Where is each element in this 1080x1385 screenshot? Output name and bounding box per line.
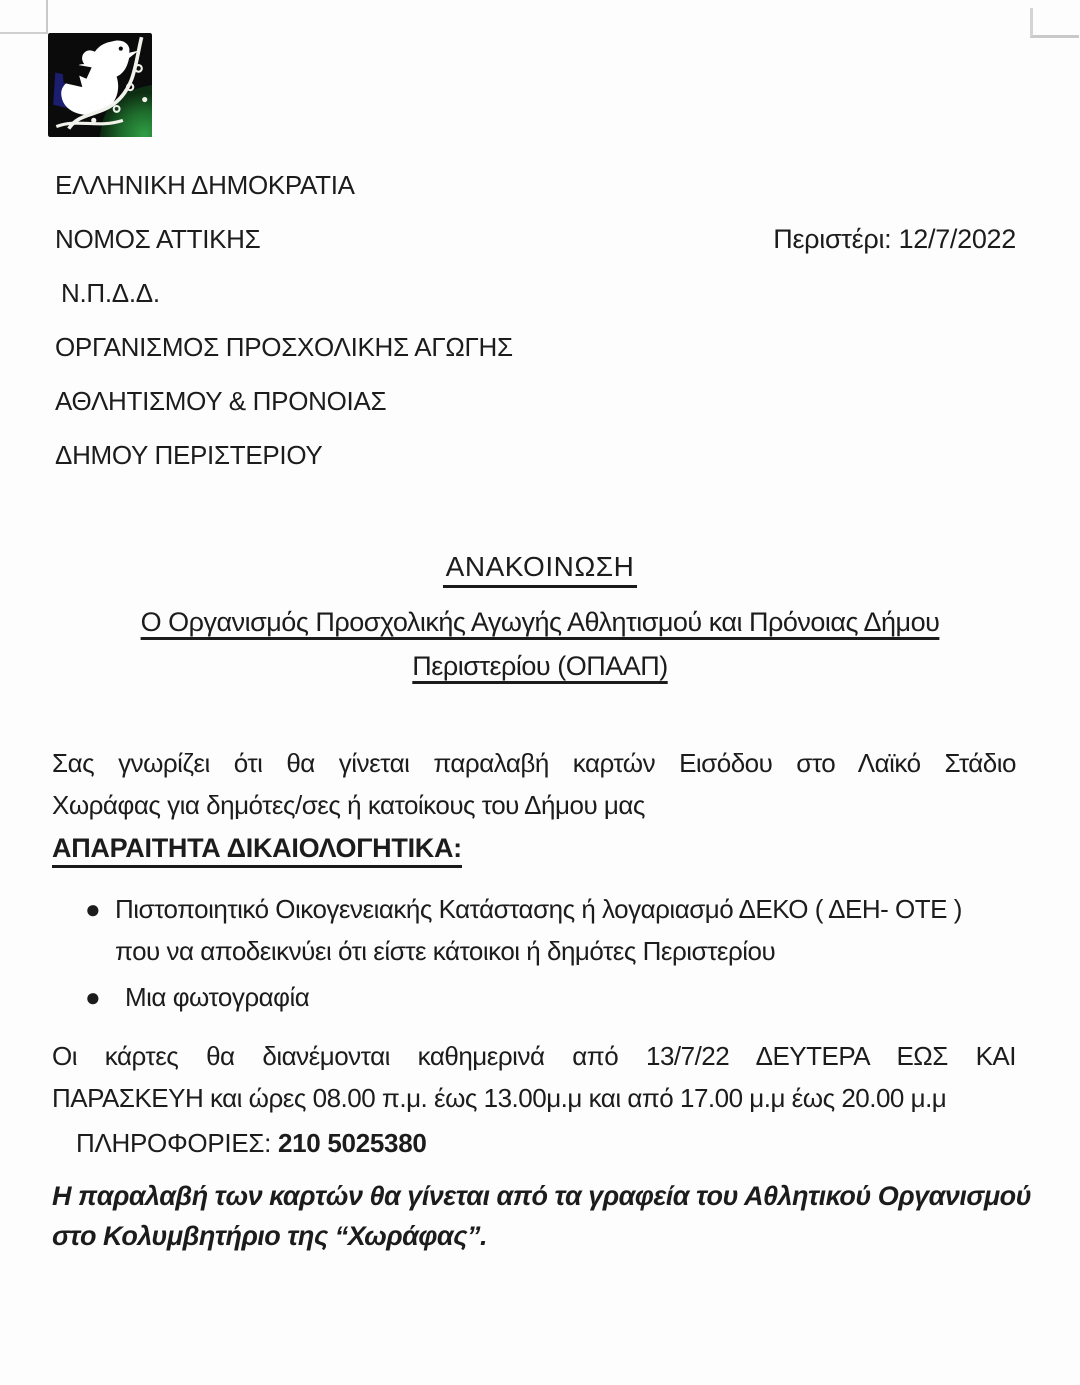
header-line-npdd: Ν.Π.Δ.Δ. (61, 278, 160, 308)
intro-line-2: Χωράφας για δημότες/σες ή κατοίκους του Δήμου μας (52, 790, 645, 820)
bullet-item-certificate (52, 888, 1016, 972)
footer-line-2: στο Κολυμβητήριο της “Χωράφας”. (52, 1221, 488, 1251)
phone-number: 210 5025380 (277, 1128, 427, 1158)
dove-olive-branch-icon (48, 33, 152, 137)
bullet-marker: ● (85, 982, 101, 1012)
header-line-prefecture: ΝΟΜΟΣ ΑΤΤΙΚΗΣ (55, 224, 261, 254)
intro-paragraph (52, 742, 1016, 826)
scan-corner-mark-top-right (1030, 8, 1079, 38)
header-line-organization: ΟΡΓΑΝΙΣΜΟΣ ΠΡΟΣΧΟΛΙΚΗΣ ΑΓΩΓΗΣ (55, 332, 513, 362)
agency-header-block (55, 158, 513, 482)
info-phone-line (76, 1122, 427, 1164)
announcement-title-text: ΑΝΑΚΟΙΝΩΣΗ (443, 551, 638, 588)
required-documents-heading: ΑΠΑΡΑΙΤΗΤΑ ΔΙΚΑΙΟΛΟΓΗΤΙΚΑ: (52, 833, 462, 864)
bullet1-line-1: Πιστοποιητικό Οικογενειακής Κατάστασης ή λογαριασμό ΔΕΚΟ ( ΔΕΗ- ΟΤΕ ) (115, 894, 962, 924)
intro-line-1: Σας γνωρίζει ότι θα γίνεται παραλαβή καρτών Εισόδου στο Λαϊκό Στάδιο (52, 748, 1016, 778)
place-date-line: Περιστέρι: 12/7/2022 (773, 224, 1016, 254)
distribution-schedule-paragraph (52, 1035, 1016, 1119)
announcement-subtitle (58, 600, 1022, 688)
info-label: ΠΛΗΡΟΦΟΡΙΕΣ: (76, 1128, 278, 1158)
bullet2-text: Μια φωτογραφία (125, 982, 310, 1012)
schedule-line-2: ΠΑΡΑΣΚΕΥΗ και ώρες 08.00 π.μ. έως 13.00μ.μ και από 17.00 μ.μ έως 20.00 μ.μ (52, 1083, 947, 1113)
header-line-sports-welfare: ΑΘΛΗΤΙΣΜΟΥ & ΠΡΟΝΟΙΑΣ (55, 386, 387, 416)
header-line-municipality: ΔΗΜΟΥ ΠΕΡΙΣΤΕΡΙΟΥ (55, 440, 323, 470)
schedule-line-1: Οι κάρτες θα διανέμονται καθημερινά από 13/7/22 ΔΕΥΤΕΡΑ ΕΩΣ ΚΑΙ (52, 1041, 1016, 1071)
bullet1-line-2: που να αποδεικνύει ότι είστε κάτοικοι ή δημότες Περιστερίου (115, 936, 776, 966)
dove-logo (48, 33, 152, 137)
pickup-location-note (52, 1176, 1062, 1256)
bullet-text (115, 888, 1016, 972)
subtitle-line-2: Περιστερίου (ΟΠΑΑΠ) (412, 651, 668, 681)
announcement-title (0, 551, 1080, 583)
bullet-item-photo (52, 976, 1016, 1018)
scan-corner-mark-top-left (0, 0, 48, 34)
header-line-republic: ΕΛΛΗΝΙΚΗ ΔΗΜΟΚΡΑΤΙΑ (55, 170, 355, 200)
footer-line-1: Η παραλαβή των καρτών θα γίνεται από τα γραφεία του Αθλητικού Οργανισμού (52, 1181, 1032, 1211)
bullet-marker: ● (85, 894, 101, 924)
subtitle-line-1: Ο Οργανισμός Προσχολικής Αγωγής Αθλητισμού και Πρόνοιας Δήμου (140, 607, 940, 637)
